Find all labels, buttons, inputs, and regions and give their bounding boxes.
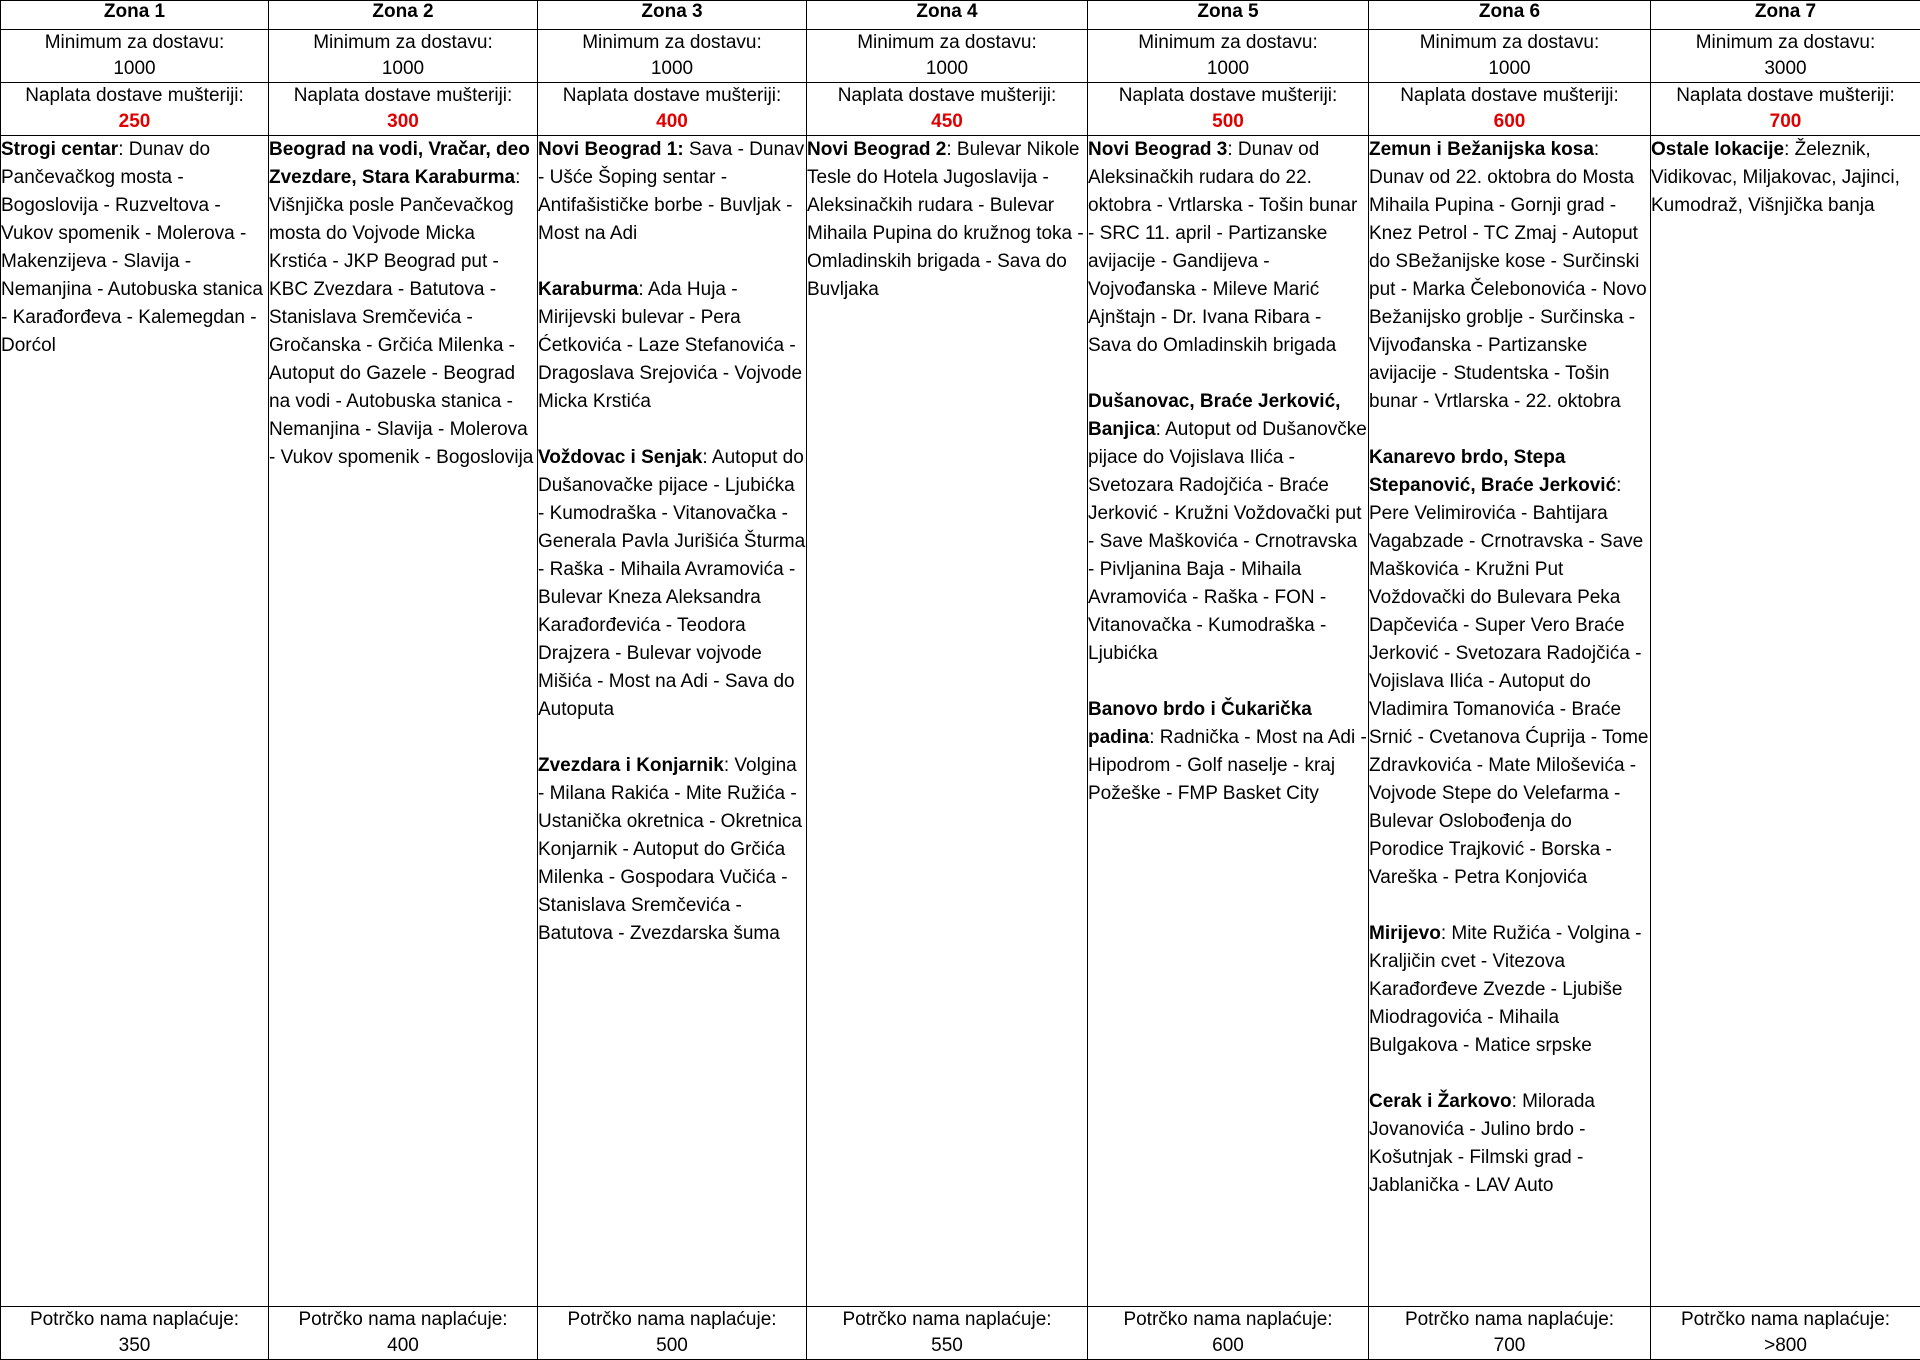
courier-label: Potrčko nama naplaćuje: bbox=[1405, 1309, 1614, 1330]
zone-1-minimum-cell bbox=[1, 30, 269, 83]
area-name: Novi Beograd 2 bbox=[807, 139, 946, 160]
area-name: Karaburma bbox=[538, 279, 638, 300]
courier-label: Potrčko nama naplaćuje: bbox=[30, 1309, 239, 1330]
area-paragraph bbox=[1088, 388, 1368, 668]
fee-value: 250 bbox=[119, 111, 151, 132]
minimum-label: Minimum za dostavu: bbox=[45, 32, 225, 53]
fee-value: 600 bbox=[1494, 111, 1526, 132]
zone-3-header bbox=[538, 1, 807, 30]
area-paragraph bbox=[1, 136, 268, 360]
area-name: Zemun i Bežanijska kosa bbox=[1369, 139, 1594, 160]
area-streets: : Ada Huja - Mirijevski bulevar - Pera Ćetkovića - Laze Stefanovića - Dragoslava Srejovića - Vojvode Micka Krstića bbox=[538, 279, 802, 412]
courier-charge-row bbox=[1, 1307, 1920, 1360]
area-paragraph bbox=[1369, 444, 1650, 892]
minimum-value: 1000 bbox=[113, 58, 155, 79]
zone-title: Zona 6 bbox=[1479, 1, 1540, 22]
zone-4-fee-cell bbox=[807, 83, 1088, 136]
minimum-label: Minimum za dostavu: bbox=[857, 32, 1037, 53]
fee-value: 450 bbox=[931, 111, 963, 132]
area-name: Dušanovac, Braće Jerković, Banjica bbox=[1088, 391, 1340, 440]
courier-value: 400 bbox=[387, 1335, 419, 1356]
area-streets: : Autoput od Dušanovčke pijace do Vojislava Ilića - Svetozara Radojčića - Braće Jerković - Kružni Voždovački put - Save Maškovića - Crnotravska - Pivljanina Baja - Mihaila Avramovića - Raška - FON - Vitanovačka - Kumodraška - Ljubićka bbox=[1088, 419, 1367, 664]
zone-title: Zona 5 bbox=[1197, 1, 1258, 22]
zone-7-courier-cell bbox=[1651, 1307, 1920, 1360]
courier-label: Potrčko nama naplaćuje: bbox=[1123, 1309, 1332, 1330]
fee-label: Naplata dostave mušteriji: bbox=[838, 85, 1057, 106]
zone-1-fee-cell bbox=[1, 83, 269, 136]
zone-title: Zona 7 bbox=[1755, 1, 1816, 22]
area-streets: : Radnička - Most na Adi - Hipodrom - Golf naselje - kraj Požeške - FMP Basket City bbox=[1088, 727, 1367, 804]
fee-value: 700 bbox=[1770, 111, 1802, 132]
area-streets: : Višnjička posle Pančevačkog mosta do Vojvode Micka Krstića - JKP Beograd put - KBC Zvezdara - Batutova - Stanislava Sremčevića - Gročanska - Grčića Milenka - Autoput do Gazele - Beograd na vodi - Autobuska stanica - Nemanjina - Slavija - Molerova - Vukov spomenik - Bogoslovija bbox=[269, 167, 533, 468]
area-name: Ostale lokacije bbox=[1651, 139, 1784, 160]
minimum-label: Minimum za dostavu: bbox=[1696, 32, 1876, 53]
area-name: Voždovac i Senjak bbox=[538, 447, 702, 468]
minimum-value: 1000 bbox=[926, 58, 968, 79]
area-name: Kanarevo brdo, Stepa Stepanović, Braće Jerković bbox=[1369, 447, 1616, 496]
area-name: Cerak i Žarkovo bbox=[1369, 1091, 1512, 1112]
courier-value: 700 bbox=[1494, 1335, 1526, 1356]
zone-1-courier-cell bbox=[1, 1307, 269, 1360]
courier-value: >800 bbox=[1764, 1335, 1807, 1356]
zone-4-courier-cell bbox=[807, 1307, 1088, 1360]
area-name: Banovo brdo i Čukarička padina bbox=[1088, 699, 1312, 748]
zone-7-fee-cell bbox=[1651, 83, 1920, 136]
zone-5-courier-cell bbox=[1088, 1307, 1369, 1360]
area-name: Mirijevo bbox=[1369, 923, 1441, 944]
zone-1-header bbox=[1, 1, 269, 30]
area-paragraph bbox=[1088, 136, 1368, 360]
minimum-label: Minimum za dostavu: bbox=[1138, 32, 1318, 53]
minimum-label: Minimum za dostavu: bbox=[313, 32, 493, 53]
zone-2-areas-cell bbox=[269, 136, 538, 1307]
zone-7-minimum-cell bbox=[1651, 30, 1920, 83]
fee-value: 400 bbox=[656, 111, 688, 132]
area-streets: : Milorada Jovanovića - Julino brdo - Košutnjak - Filmski grad - Jablanička - LAV Auto bbox=[1369, 1091, 1595, 1196]
minimum-value: 1000 bbox=[1207, 58, 1249, 79]
area-streets: : Pere Velimirovića - Bahtijara Vagabzade - Crnotravska - Save Maškovića - Kružni Put Voždovački do Bulevara Peka Dapčevića - Super Vero Braće Jerković - Svetozara Radojčića - Vojislava Ilića - Autoput do Vladimira Tomanovića - Braće Srnić - Cvetanova Ćuprija - Tome Zdravkovića - Mate Miloševića - Vojvode Stepe do Velefarma - Bulevar Oslobođenja do Porodice Trajković - Borska - Vareška - Petra Konjovića bbox=[1369, 475, 1648, 888]
area-paragraph bbox=[538, 752, 806, 948]
zone-5-header bbox=[1088, 1, 1369, 30]
area-streets: : Dunav od Aleksinačkih rudara do 22. oktobra - Vrtlarska - Tošin bunar - SRC 11. april - Partizanske avijacije - Gandijeva - Vojvođanska - Mileve Marić Ajnštajn - Dr. Ivana Ribara - Sava do Omladinskih brigada bbox=[1088, 139, 1357, 356]
fee-label: Naplata dostave mušteriji: bbox=[1676, 85, 1895, 106]
zone-title: Zona 1 bbox=[104, 1, 165, 22]
area-name: Novi Beograd 3 bbox=[1088, 139, 1227, 160]
area-paragraph bbox=[1369, 136, 1650, 416]
area-name: Novi Beograd 1: bbox=[538, 139, 684, 160]
zone-7-header bbox=[1651, 1, 1920, 30]
area-paragraph bbox=[807, 136, 1087, 304]
zone-2-header bbox=[269, 1, 538, 30]
area-paragraph bbox=[1088, 696, 1368, 808]
zone-3-minimum-cell bbox=[538, 30, 807, 83]
fee-label: Naplata dostave mušteriji: bbox=[25, 85, 244, 106]
minimum-value: 3000 bbox=[1764, 58, 1806, 79]
fee-label: Naplata dostave mušteriji: bbox=[1400, 85, 1619, 106]
fee-value: 500 bbox=[1212, 111, 1244, 132]
area-paragraph bbox=[538, 276, 806, 416]
fee-label: Naplata dostave mušteriji: bbox=[1119, 85, 1338, 106]
minimum-label: Minimum za dostavu: bbox=[582, 32, 762, 53]
zone-6-courier-cell bbox=[1369, 1307, 1651, 1360]
zone-1-areas-cell bbox=[1, 136, 269, 1307]
minimum-order-row bbox=[1, 30, 1920, 83]
courier-value: 500 bbox=[656, 1335, 688, 1356]
courier-label: Potrčko nama naplaćuje: bbox=[1681, 1309, 1890, 1330]
area-paragraph bbox=[538, 444, 806, 724]
zone-title: Zona 4 bbox=[916, 1, 977, 22]
zone-6-fee-cell bbox=[1369, 83, 1651, 136]
area-paragraph bbox=[538, 136, 806, 248]
area-streets: : Autoput do Dušanovačke pijace - Ljubićka - Kumodraška - Vitanovačka - Generala Pavla Jurišića Šturma - Raška - Mihaila Avramovića - Bulevar Kneza Aleksandra Karađorđevića - Teodora Drajzera - Bulevar vojvode Mišića - Most na Adi - Sava do Autoputa bbox=[538, 447, 805, 720]
zone-4-minimum-cell bbox=[807, 30, 1088, 83]
fee-label: Naplata dostave mušteriji: bbox=[563, 85, 782, 106]
zone-5-areas-cell bbox=[1088, 136, 1369, 1307]
area-paragraph bbox=[1651, 136, 1920, 220]
courier-value: 550 bbox=[931, 1335, 963, 1356]
zone-3-courier-cell bbox=[538, 1307, 807, 1360]
zone-6-header bbox=[1369, 1, 1651, 30]
area-paragraph bbox=[269, 136, 537, 472]
zone-3-fee-cell bbox=[538, 83, 807, 136]
zone-5-minimum-cell bbox=[1088, 30, 1369, 83]
customer-fee-row bbox=[1, 83, 1920, 136]
zone-header-row bbox=[1, 1, 1920, 30]
zone-areas-row bbox=[1, 136, 1920, 1307]
minimum-value: 1000 bbox=[382, 58, 424, 79]
area-streets: Sava - Dunav - Ušće Šoping sentar - Antifašističke borbe - Buvljak - Most na Adi bbox=[538, 139, 804, 244]
courier-label: Potrčko nama naplaćuje: bbox=[567, 1309, 776, 1330]
area-name: Zvezdara i Konjarnik bbox=[538, 755, 724, 776]
minimum-label: Minimum za dostavu: bbox=[1420, 32, 1600, 53]
area-streets: : Dunav do Pančevačkog mosta - Bogoslovija - Ruzveltova - Vukov spomenik - Molerova - Makenzijeva - Slavija - Nemanjina - Autobuska stanica - Karađorđeva - Kalemegdan - Dorćol bbox=[1, 139, 263, 356]
zone-2-minimum-cell bbox=[269, 30, 538, 83]
area-streets: : Železnik, Vidikovac, Miljakovac, Jajinci, Kumodraž, Višnjička banja bbox=[1651, 139, 1900, 216]
fee-label: Naplata dostave mušteriji: bbox=[294, 85, 513, 106]
zone-title: Zona 3 bbox=[641, 1, 702, 22]
courier-label: Potrčko nama naplaćuje: bbox=[298, 1309, 507, 1330]
area-paragraph bbox=[1369, 920, 1650, 1060]
zone-4-areas-cell bbox=[807, 136, 1088, 1307]
zone-2-fee-cell bbox=[269, 83, 538, 136]
zone-2-courier-cell bbox=[269, 1307, 538, 1360]
zone-5-fee-cell bbox=[1088, 83, 1369, 136]
zone-6-areas-cell bbox=[1369, 136, 1651, 1307]
area-streets: : Dunav od 22. oktobra do Mosta Mihaila Pupina - Gornji grad - Knez Petrol - TC Zmaj - Autoput do SBežanijske kose - Surčinski put - Marka Čelebonovića - Novo Bežanijsko groblje - Surčinska - Vijvođanska - Partizanske avijacije - Studentska - Tošin bunar - Vrtlarska - 22. oktobra bbox=[1369, 139, 1647, 412]
minimum-value: 1000 bbox=[651, 58, 693, 79]
zone-6-minimum-cell bbox=[1369, 30, 1651, 83]
zone-3-areas-cell bbox=[538, 136, 807, 1307]
zone-7-areas-cell bbox=[1651, 136, 1920, 1307]
area-streets: : Volgina - Milana Rakića - Mite Ružića - Ustanička okretnica - Okretnica Konjarnik - Autoput do Grčića Milenka - Gospodara Vučića - Stanislava Sremčevića - Batutova - Zvezdarska šuma bbox=[538, 755, 802, 944]
minimum-value: 1000 bbox=[1488, 58, 1530, 79]
area-name: Strogi centar bbox=[1, 139, 118, 160]
area-paragraph bbox=[1369, 1088, 1650, 1200]
zone-title: Zona 2 bbox=[372, 1, 433, 22]
fee-value: 300 bbox=[387, 111, 419, 132]
area-streets: : Mite Ružića - Volgina - Kraljičin cvet - Vitezova Karađorđeve Zvezde - Ljubiše Miodragovića - Mihaila Bulgakova - Matice srpske bbox=[1369, 923, 1641, 1056]
area-streets: : Bulevar Nikole Tesle do Hotela Jugoslavija - Aleksinačkih rudara - Bulevar Mihaila Pupina do kružnog toka - Omladinskih brigada - Sava do Buvljaka bbox=[807, 139, 1084, 300]
courier-value: 600 bbox=[1212, 1335, 1244, 1356]
zone-4-header bbox=[807, 1, 1088, 30]
courier-value: 350 bbox=[119, 1335, 151, 1356]
courier-label: Potrčko nama naplaćuje: bbox=[842, 1309, 1051, 1330]
area-name: Beograd na vodi, Vračar, deo Zvezdare, Stara Karaburma bbox=[269, 139, 530, 188]
